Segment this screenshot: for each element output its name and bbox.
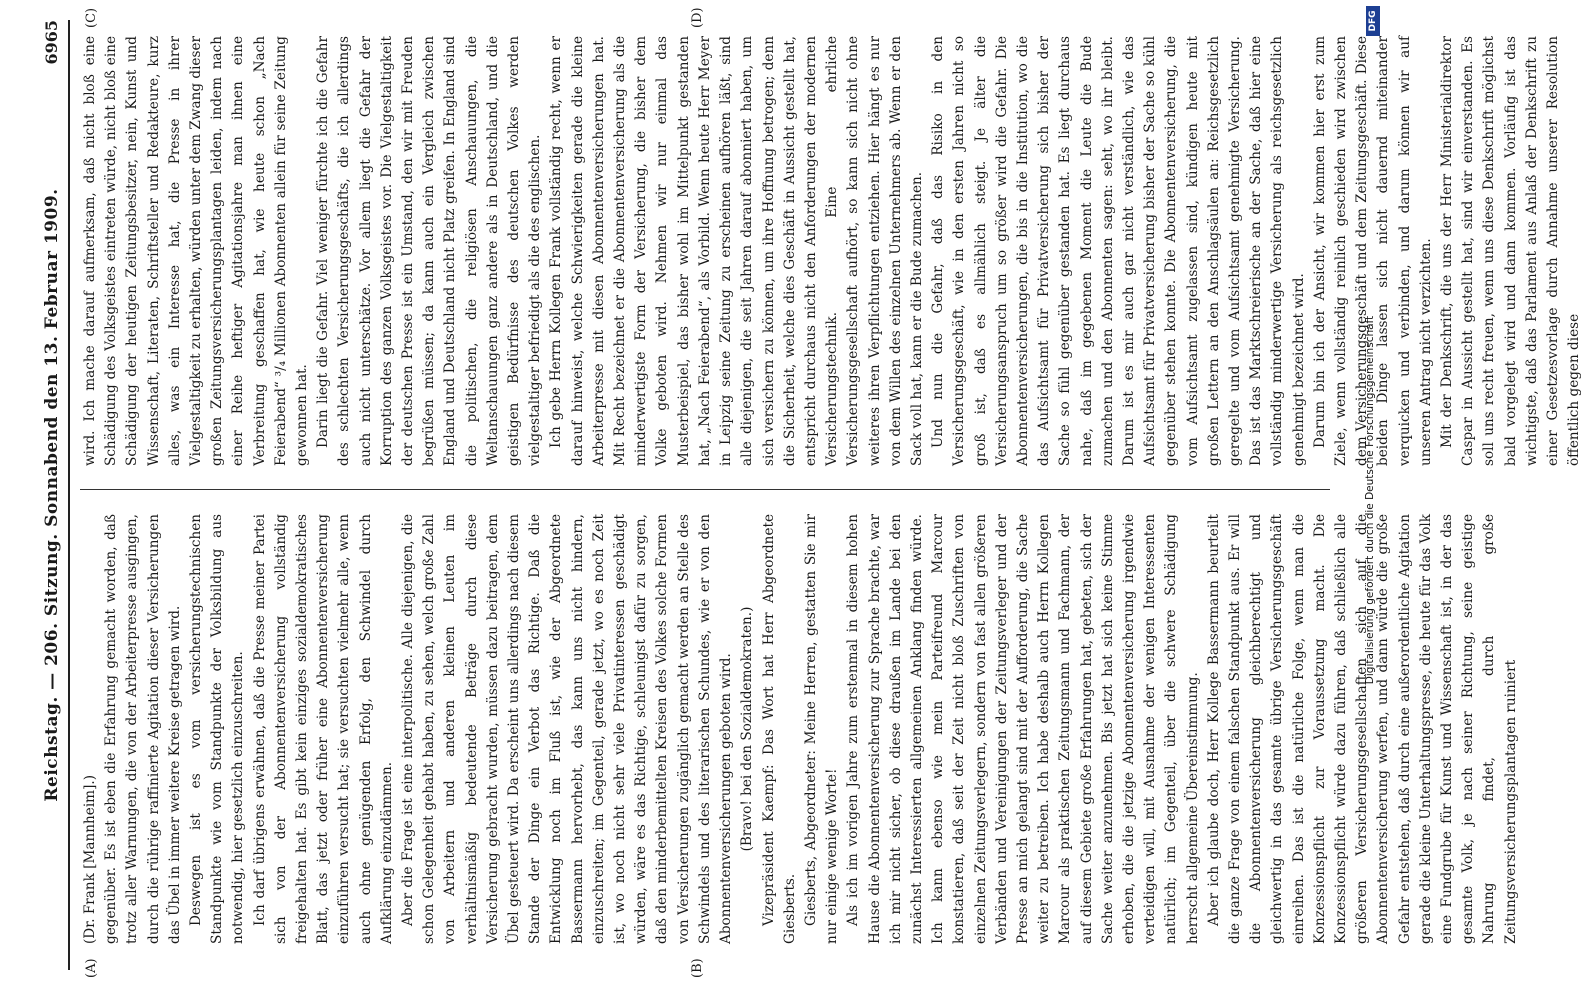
paragraph: Ich darf übrigens erwähnen, daß die Presse meiner Partei sich von der Abonnentenversicherung vollständig freigehalten hat. Es gibt kein einziges sozialdemokratisches Blatt, das jetzt oder früher eine Abonnentenversicherung einzuführen versucht hat; sie versuchten vielmehr alle, wenn auch ohne genügenden Erfolg, den Schwindel durch Aufklärung einzudämmen. (251, 514, 395, 944)
paragraph: Darum bin ich der Ansicht, wir kommen hier erst zum Ziele, wenn vollständig reinlich geschieden wird zwischen dem Versicherungsgeschäft und dem Zeitungsgeschäft. Diese beiden Dinge lassen sich nicht dauernd miteinander verquicken und verbinden, und darum können wir auf unseren Antrag nicht verzichten. (1311, 36, 1434, 466)
margin-marker-c: (C) (84, 7, 99, 28)
margin-marker-b: (B) (690, 958, 705, 978)
credit-text: Digitalisierung gefördert durch die Deutsche Forschungsgemeinschaft (1364, 315, 1376, 685)
column-divider (80, 489, 1330, 490)
paragraph: Und nun die Gefahr, daß das Risiko in den Versicherungsgeschäft, wie in den ersten Jahren nicht so groß ist, daß es allmählich steigt. Je älter die Versicherungsanspruch um so größer wird die Gefahr. Die Abonnentenversicherungen, die bis in die Institution, wo die das Aufsichtsamt für Privatversicherung sich bisher der Sache so fühl gegenüber gestanden hat. Es liegt durchaus nahe, daß im gegebenen Moment die Leute die Bude zumachen und den Abonnenten sagen: seht, wo ihr bleibt. Darum ist es mir auch gar nicht verständlich, wie das Aufsichtsamt für Privatversicherung bisher der Sache so kühl gegenüber stehen konnte. Die Abonnentenversicherung, die vom Aufsichtsamt zugelassen sind, kündigen heute mit großen Lettern an den Anschlagsäulen an: Reichsgesetzlich geregelte und vom Aufsichtsamt genehmigte Versicherung. Das ist das Marktschreierische an der Sache, daß hier eine vollständig minderwertige Versicherung als reichsgesetzlich genehmigt bezeichnet wird. (930, 36, 1307, 466)
paragraph: gegenüber. Es ist eben die Erfahrung gemacht worden, daß trotz aller Warnungen, die von der Arbeiterpresse ausgingen, durch die rührige raffinierte Agitation dieser Versicherungen das Übel in immer weitere Kreise getragen wird. (103, 514, 183, 944)
paragraph: Ich gebe Herrn Kollegen Frank vollständig recht, wenn er darauf hinweist, welche Schwierigkeiten gerade die kleine Arbeiterpresse mit diesen Abonnentenversicherungen hat. Mit Recht bezeichnet er die Abonnentenversicherung als die minderwertigste Form der Versicherung, die bisher dem Volke geboten wird. Nehmen wir nur einmal das Musterbeispiel, das bisher wohl im Mittelpunkt gestanden hat, „Nach Feierabend“, als Vorbild. Wenn heute Herr Meyer in Leipzig seine Zeitung zu erscheinen aufhören läßt, sind alle diejenigen, die seit Jahren darauf abonniert haben, um sich versichern zu können, um ihre Hoffnung betrogen; denn die Sicherheit, welche dies Geschäft in Aussicht gestellt hat, entspricht durchaus nicht den Anforderungen der modernen Versicherungstechnik. Eine ehrliche Versicherungsgesellschaft aufhört, so kann sich nicht ohne weiteres ihren Verpflichtungen entziehen. Hier hängt es nur von dem Willen des einzelnen Unternehmers ab. Wenn er den Sack voll hat, kann er die Bude zumachen. (548, 36, 925, 466)
right-text-column (80, 36, 1583, 466)
paragraph: Deswegen ist es vom versicherungstechnischen Standpunkte wie vom Standpunkte der Volksbildung aus notwendig, hier gesetzlich einzuschreiten. (188, 514, 247, 944)
dfg-logo-text: DFG (1368, 10, 1378, 32)
speaker-opening: Giesberts, Abgeordneter: Meine Herren, gestatten Sie mir nur einige wenige Worte! (802, 514, 841, 944)
digitization-credit (1362, 10, 1378, 990)
chair-announcement: Vizepräsident Kaempf: Das Wort hat Herr Abgeordnete Giesberts. (760, 514, 798, 944)
applause-note: (Bravo! bei den Sozialdemokraten.) (739, 606, 756, 852)
paragraph: wird. Ich mache darauf aufmerksam, daß nicht bloß eine Schädigung des Volksgeistes eintreten würde, nicht bloß eine Schädigung der heutigen Zeitungsbesitzer, nein, Kunst und Wissenschaft, Literaten, Schriftsteller und Redakteure, kurz alles, was ein Interesse hat, die Presse in ihrer Vielgestaltigkeit zu erhalten, würden unter dem Zwang dieser großen Zeitungsversicherungsplantagen leiden, indem nach einer Reihe heftiger Agitationsjahre man ihnen eine Verbreitung geschaffen hat, wie heute schon „Nach Feierabend“ ³/₄ Millionen Abonnenten allein für seine Zeitung gewonnen hat. (82, 36, 311, 466)
margin-marker-a: (A) (84, 958, 99, 978)
paragraph: Mit der Denkschrift, die uns der Herr Ministerialdirektor Caspar in Aussicht gestellt hat, sind wir einverstanden. Es soll uns recht freuen, wenn uns diese Denkschrift möglichst bald vorgelegt wird und dann kommen. Vorläufig ist das wichtigste, daß das Parlament aus Anlaß der Denkschrift zu einer Gesetzesvorlage durch Annahme unserer Resolution öffentlich gegen diese (1439, 36, 1583, 466)
left-text-column (80, 514, 1519, 944)
speaker-attribution: (Dr. Frank [Mannheim].) (82, 775, 98, 944)
paragraph: Aber ich glaube doch, Herr Kollege Bassermann beurteilt die ganze Frage von einem falschen Standpunkt aus. Er will die Abonnentenversicherung gleichberechtigt und gleichwertig in das gesamte übrige Versicherungsgeschäft einreihen. Das ist die natürliche Folge, wenn man die Konzessionspflicht zur Voraussetzung macht. Die Konzessionspflicht würde dazu führen, daß schließlich alle größeren Versicherungsgesellschaften sich auf die Abonnentenversicherung werfen, und dann würde die große Gefahr entstehen, daß durch eine außerordentliche Agitation gerade die kleine Unterhaltungspresse, die heute für das Volk eine Fundgrube für Kunst und Wissenschaft ist, in der das gesamte Volk, je nach seiner Richtung, seine geistige Nahrung findet, durch große Zeitungsversicherungsplantagen ruiniert (1205, 514, 1519, 944)
paragraph: Als ich im vorigen Jahre zum erstenmal in diesem hohen Hause die Abonnentenversicherung zur Sprache brachte, war ich mir nicht sicher, ob diese draußen im Lande bei den zunächst Interessierten allgemeinen Anklang finden würde. Ich kann ebenso wie mein Parteifreund Marcour konstatieren, daß seit der Zeit nicht bloß Zuschriften von einzelnen Zeitungsverlegern, sondern von fast allen größeren Verbänden und Vereinigungen der Zeitungsverleger und der Presse an mich gelangt sind mit der Aufforderung, die Sache weiter zu betreiben. Ich habe deshalb auch Herrn Kollegen Marcour als praktischen Zeitungsmann und Fachmann, der auf diesem Gebiete große Erfahrungen hat, gebeten, sich der Sache weiter anzunehmen. Bis jetzt hat sich keine Stimme erhoben, die die jetzige Abonnentenversicherung irgendwie verteidigen will, mit Ausnahme der wenigen Interessenten natürlich; im Gegenteil, über die schwere Schädigung herrscht allgemeine Übereinstimmung. (845, 514, 1201, 944)
margin-marker-d: (D) (690, 7, 705, 28)
page-header (42, 20, 70, 970)
page-title: Reichstag. — 206. Sitzung. Sonnabend den 13. Februar 1909. (42, 188, 62, 802)
paragraph: Darin liegt die Gefahr. Viel weniger fürchte ich die Gefahr des schlechten Versicherungsgeschäfts, die ich allerdings auch nicht unterschätze. Vor allem liegt die Gefahr der Korruption des ganzen Volksgeistes vor. Die Vielgestaltigkeit der deutschen Presse ist ein Umstand, den wir mit Freuden begrüßen müssen; da kann auch ein Vergleich zwischen England und Deutschland nicht Platz greifen. In England sind die politischen, die religiösen Anschauungen, die Weltanschauungen ganz andere als in Deutschland, und die geistigen Bedürfnisse des deutschen Volkes werden vielgestaltiger befriedigt als die des englischen. (315, 36, 544, 466)
page-number: 6965 (42, 20, 61, 65)
paragraph: Aber die Frage ist eine interpolitische. Alle diejenigen, die schon Gelegenheit gehabt haben, zu sehen, welch große Zahl von Arbeitern und anderen kleinen Leuten im verhältnismäßig bedeutende Beträge durch diese Versicherung gebracht wurden, müssen dazu beitragen, dem Übel gesteuert wird. Da erscheint uns allerdings nach diesem Stande der Dinge ein Verbot das Richtige. Daß die Entwicklung noch im Fluß ist, wie der Abgeordnete Bassermann hervorhebt, das kann uns nicht hindern, einzuschreiten; im Gegenteil, gerade jetzt, wo es noch Zeit ist, wo noch nicht sehr viele Privatinteressen geschädigt würden, wäre es das Richtige, schleunigst dafür zu sorgen, daß den minderbemittelten Kreisen des Volkes solche Formen von Versicherungen zugänglich gemacht werden an Stelle des Schwindels und des literarischen Schundes, wie er von den Abonnentenversicherungen geboten wird. (400, 514, 735, 944)
